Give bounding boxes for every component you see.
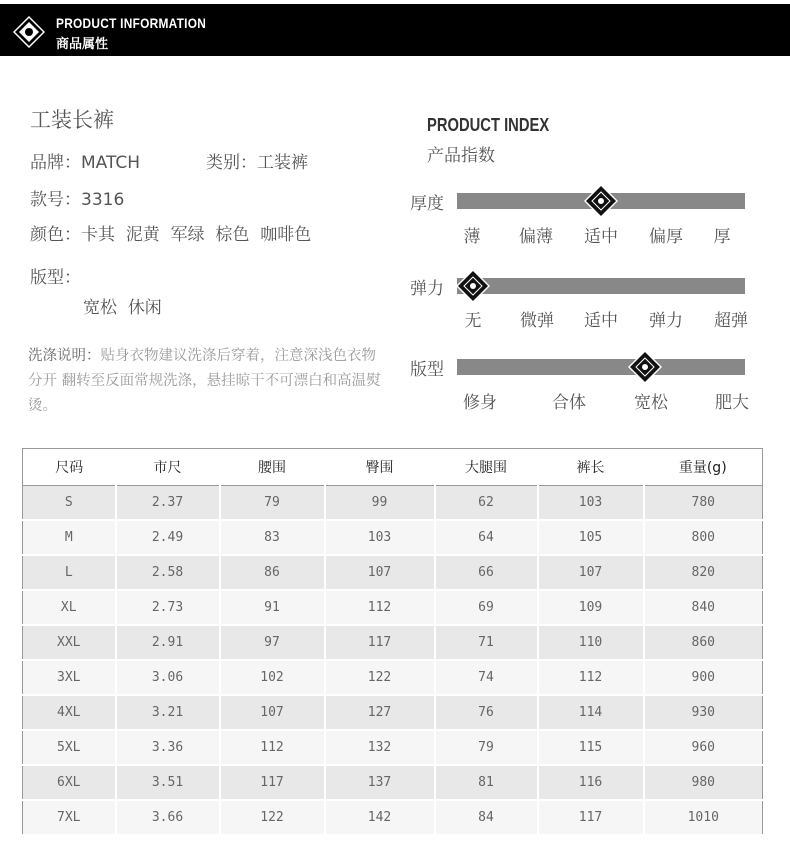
wash-instructions: [28, 344, 388, 419]
diamond-marker-icon: [455, 268, 491, 304]
diamond-marker-icon: [583, 183, 619, 219]
table-cell: 66: [435, 555, 538, 590]
table-cell: 142: [325, 800, 435, 835]
index-tick-label: 偏薄: [519, 227, 553, 247]
table-cell: 980: [644, 765, 763, 800]
table-cell: 820: [644, 555, 763, 590]
index-tick-label: 肥大: [715, 393, 749, 413]
table-header-cell: 裤长: [538, 449, 644, 486]
header-title-cn: 商品属性: [56, 37, 109, 52]
table-row: [23, 660, 763, 695]
table-cell: 5XL: [23, 730, 116, 765]
table-cell: 900: [644, 660, 763, 695]
table-cell: 3.66: [116, 800, 220, 835]
table-cell: 115: [538, 730, 644, 765]
table-cell: 3.06: [116, 660, 220, 695]
index-tick-label: 厚: [713, 227, 731, 247]
table-cell: 3.51: [116, 765, 220, 800]
table-cell: S: [23, 486, 116, 521]
table-cell: 112: [538, 660, 644, 695]
index-tick-label: 偏厚: [649, 227, 683, 247]
table-cell: 71: [435, 625, 538, 660]
table-cell: 1010: [644, 800, 763, 835]
table-cell: 114: [538, 695, 644, 730]
table-cell: 110: [538, 625, 644, 660]
table-cell: 3.21: [116, 695, 220, 730]
table-cell: 91: [220, 590, 325, 625]
table-cell: 2.91: [116, 625, 220, 660]
table-header-cell: 臀围: [325, 449, 435, 486]
table-cell: 117: [220, 765, 325, 800]
table-cell: 2.58: [116, 555, 220, 590]
table-header-cell: 重量(g): [644, 449, 763, 486]
table-cell: 83: [220, 520, 325, 555]
table-cell: 76: [435, 695, 538, 730]
index-tick-label: 宽松: [634, 393, 668, 413]
table-cell: 930: [644, 695, 763, 730]
table-cell: 112: [220, 730, 325, 765]
index-label: 版型: [410, 360, 444, 380]
table-cell: XXL: [23, 625, 116, 660]
table-cell: 86: [220, 555, 325, 590]
table-cell: M: [23, 520, 116, 555]
table-cell: 122: [220, 800, 325, 835]
table-cell: L: [23, 555, 116, 590]
header-bar: [0, 4, 790, 56]
table-header-cell: 市尺: [116, 449, 220, 486]
category-text: 类别：工装裤: [206, 153, 308, 173]
table-cell: 105: [538, 520, 644, 555]
table-cell: 800: [644, 520, 763, 555]
index-tick-label: 微弹: [520, 311, 554, 331]
table-cell: 117: [538, 800, 644, 835]
table-cell: 74: [435, 660, 538, 695]
diamond-marker-icon: [627, 349, 663, 385]
diamond-logo-icon: [13, 16, 45, 48]
colors-text: 颜色：卡其 泥黄 军绿 棕色 咖啡色: [30, 225, 312, 245]
table-cell: 840: [644, 590, 763, 625]
table-cell: 117: [325, 625, 435, 660]
table-cell: 7XL: [23, 800, 116, 835]
table-cell: 122: [325, 660, 435, 695]
index-title-en: PRODUCT INDEX: [427, 115, 550, 135]
table-cell: 860: [644, 625, 763, 660]
table-cell: 4XL: [23, 695, 116, 730]
table-cell: 103: [325, 520, 435, 555]
table-cell: 102: [220, 660, 325, 695]
table-cell: 2.37: [116, 486, 220, 521]
table-cell: XL: [23, 590, 116, 625]
index-tick-label: 无: [464, 311, 482, 331]
index-label: 厚度: [410, 194, 444, 214]
index-tick-label: 适中: [584, 227, 618, 247]
table-row: [23, 695, 763, 730]
index-label: 弹力: [410, 279, 444, 299]
index-tick-label: 超弹: [714, 311, 748, 331]
table-cell: 84: [435, 800, 538, 835]
index-bar: [457, 359, 745, 375]
table-header-cell: 大腿围: [435, 449, 538, 486]
table-cell: 62: [435, 486, 538, 521]
size-table: [22, 448, 763, 836]
style-number-text: 款号：3316: [30, 190, 125, 210]
table-cell: 97: [220, 625, 325, 660]
table-body: [23, 486, 763, 836]
table-row: [23, 800, 763, 835]
fit-label: 版型：: [30, 268, 81, 288]
table-cell: 780: [644, 486, 763, 521]
index-bar: [457, 278, 745, 294]
table-cell: 112: [325, 590, 435, 625]
index-tick-label: 合体: [552, 393, 586, 413]
table-row: [23, 625, 763, 660]
table-cell: 79: [435, 730, 538, 765]
table-cell: 109: [538, 590, 644, 625]
brand-text: 品牌：MATCH: [30, 153, 141, 173]
header-title-en: PRODUCT INFORMATION: [56, 15, 207, 31]
index-tick-label: 修身: [463, 393, 497, 413]
table-cell: 2.49: [116, 520, 220, 555]
table-cell: 137: [325, 765, 435, 800]
table-cell: 107: [220, 695, 325, 730]
table-row: [23, 486, 763, 521]
table-cell: 107: [538, 555, 644, 590]
index-tick-label: 弹力: [649, 311, 683, 331]
wash-text: 贴身衣物建议洗涤后穿着，注意深浅色衣物分开 翻转至反面常规洗涤，悬挂晾干不可漂白和高温熨烫。: [28, 348, 381, 414]
product-name: 工装长裤: [30, 108, 114, 132]
index-tick-label: 适中: [584, 311, 618, 331]
table-cell: 103: [538, 486, 644, 521]
table-cell: 81: [435, 765, 538, 800]
table-header-row: [23, 449, 763, 486]
table-cell: 116: [538, 765, 644, 800]
index-tick-label: 薄: [463, 227, 481, 247]
table-cell: 127: [325, 695, 435, 730]
table-row: [23, 520, 763, 555]
table-row: [23, 555, 763, 590]
table-header-cell: 腰围: [220, 449, 325, 486]
table-row: [23, 730, 763, 765]
table-cell: 3XL: [23, 660, 116, 695]
index-title-cn: 产品指数: [427, 146, 495, 166]
table-cell: 99: [325, 486, 435, 521]
table-row: [23, 765, 763, 800]
table-cell: 69: [435, 590, 538, 625]
table-cell: 2.73: [116, 590, 220, 625]
table-cell: 107: [325, 555, 435, 590]
table-cell: 3.36: [116, 730, 220, 765]
table-cell: 960: [644, 730, 763, 765]
table-header-cell: 尺码: [23, 449, 116, 486]
table-cell: 6XL: [23, 765, 116, 800]
wash-title: 洗涤说明：: [28, 348, 101, 364]
table-cell: 64: [435, 520, 538, 555]
table-row: [23, 590, 763, 625]
table-cell: 132: [325, 730, 435, 765]
fit-value: 宽松 休闲: [83, 298, 162, 318]
table-cell: 79: [220, 486, 325, 521]
